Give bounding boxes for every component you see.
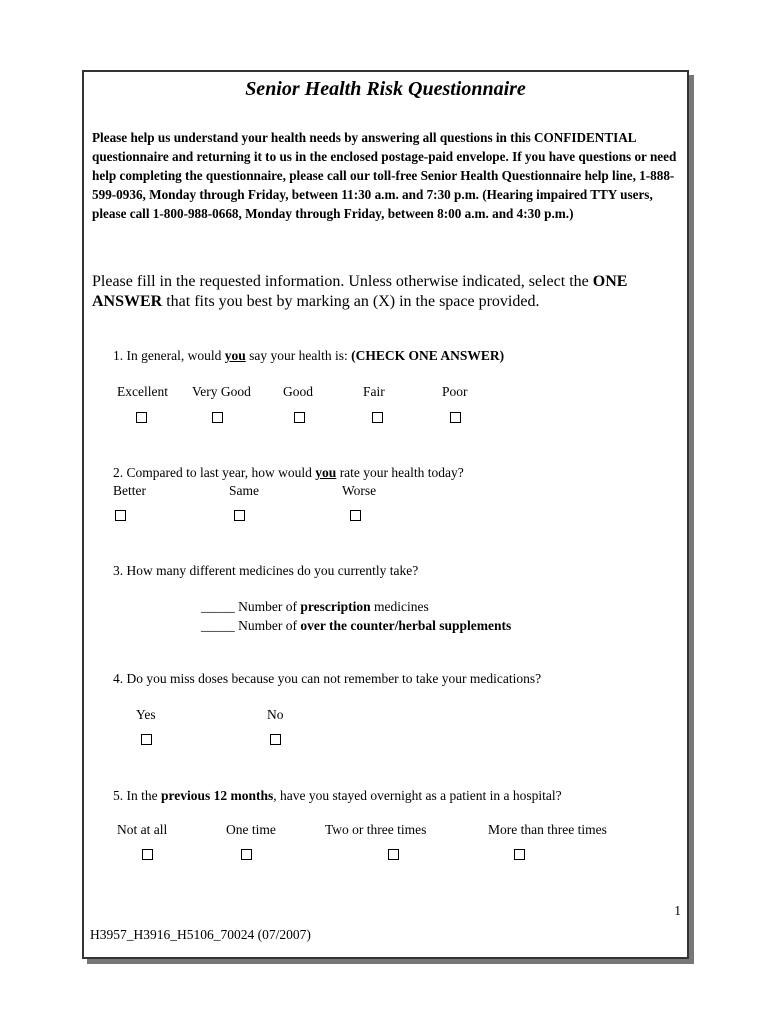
q5-emphasis: previous 12 months [161,788,274,803]
q4-checkbox-no[interactable] [270,734,281,745]
question-4: 4. Do you miss doses because you can not remember to take your medications? [113,671,542,686]
q2-checkbox-worse[interactable] [350,510,361,521]
q2-checkbox-same[interactable] [234,510,245,521]
q2-text-post: rate your health today? [336,465,464,480]
q3-line2-pre: _____ Number of [201,618,301,633]
q2-text-pre: 2. Compared to last year, how would [113,465,316,480]
form-code: H3957_H3916_H5106_70024 (07/2007) [90,927,311,942]
q5-text-post: , have you stayed overnight as a patient in a hospital? [273,788,562,803]
question-2 [113,465,464,481]
q2-option-label: Worse [342,483,377,498]
q1-option-label: Fair [363,384,385,399]
q1-checkbox-good[interactable] [294,412,305,423]
q3-line1-post: medicines [370,599,429,614]
q1-emphasis: you [224,348,246,363]
instructions-part2: that fits you best by marking an (X) in the space provided. [162,293,540,310]
q5-checkbox-two-or-three[interactable] [388,849,399,860]
q1-checkbox-fair[interactable] [372,412,383,423]
questionnaire-page [82,70,689,959]
q1-option-label: Good [283,384,313,399]
q5-checkbox-more-than-three[interactable] [514,849,525,860]
q2-emphasis: you [315,465,337,480]
q1-instruction: (CHECK ONE ANSWER) [351,348,505,363]
q3-line1-pre: _____ Number of [201,599,301,614]
q2-option-label: Better [113,483,146,498]
instructions-emphasis: ONE ANSWER [92,273,628,310]
q3-otc-line [201,618,511,634]
q5-checkbox-one-time[interactable] [241,849,252,860]
q1-option-label: Excellent [117,384,168,399]
q5-text-pre: 5. In the [113,788,161,803]
q5-option-label: More than three times [488,822,607,837]
q2-checkbox-better[interactable] [115,510,126,521]
q3-line2-emphasis: over the counter/herbal supplements [300,618,512,633]
page-number: 1 [674,903,681,918]
q4-option-label: Yes [136,707,156,722]
question-3: 3. How many different medicines do you currently take? [113,563,419,578]
page-title: Senior Health Risk Questionnaire [245,78,526,100]
q1-option-label: Very Good [192,384,251,399]
q5-option-label: Not at all [117,822,168,837]
q5-option-label: Two or three times [325,822,427,837]
q4-checkbox-yes[interactable] [141,734,152,745]
q1-text-pre: 1. In general, would [113,348,225,363]
q1-text-mid: say your health is: [245,348,352,363]
question-1 [113,348,504,364]
instructions [92,272,682,312]
q3-prescription-line [201,599,429,615]
instructions-part1: Please fill in the requested information. Unless otherwise indicated, select the [92,273,593,290]
q5-checkbox-not-at-all[interactable] [142,849,153,860]
intro-paragraph [92,128,677,223]
q1-option-label: Poor [442,384,468,399]
question-5 [113,788,562,804]
q5-option-label: One time [226,822,276,837]
q1-checkbox-excellent[interactable] [136,412,147,423]
q4-option-label: No [267,707,284,722]
q2-option-label: Same [229,483,259,498]
q1-checkbox-very-good[interactable] [212,412,223,423]
q1-checkbox-poor[interactable] [450,412,461,423]
intro-text: Please help us understand your health needs by answering all questions in this CONFIDENTIAL questionnaire and returning it to us in the enclosed postage-paid envelope. If you have questions or need help completing the questionnaire, please call our toll-free Senior Health Questionnaire help line, 1-888-599-0936, Monday through Friday, between 11:30 a.m. and 7:30 p.m. (Hearing impaired TTY users, please call 1-800-988-0668, Monday through Friday, between 8:00 a.m. and 4:30 p.m.) [92,130,677,221]
q3-line1-emphasis: prescription [300,599,371,614]
